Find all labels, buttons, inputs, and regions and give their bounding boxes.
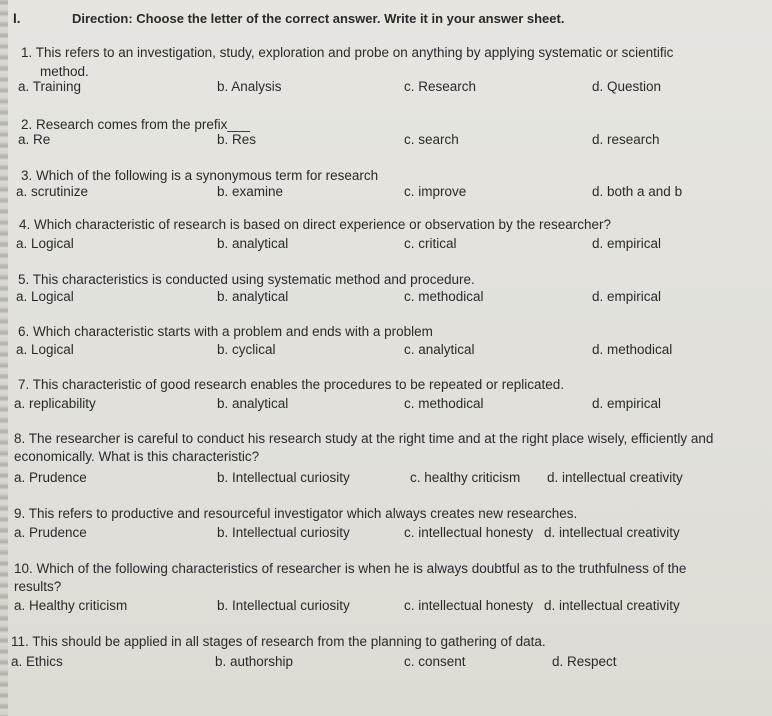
question-5-choice-b: b. analytical — [217, 289, 289, 304]
question-1-choice-c: c. Research — [404, 79, 477, 94]
question-6-choice-c: c. analytical — [404, 342, 475, 357]
question-9-choice-b: b. Intellectual curiosity — [217, 525, 350, 540]
question-3-choice-b: b. examine — [217, 184, 284, 199]
question-3-choice-a: a. scrutinize — [16, 184, 89, 199]
binding-edge — [0, 0, 8, 716]
question-2-choice-d: d. research — [592, 132, 660, 147]
question-9-choice-d: d. intellectual creativity — [544, 525, 680, 540]
question-1-choice-b: b. Analysis — [217, 79, 282, 94]
question-10-text: 10. Which of the following characteristics of researcher is when he is always doubtful as to the truthfulness of the — [14, 561, 687, 576]
question-8-choice-d: d. intellectual creativity — [547, 470, 683, 485]
question-2-choice-b: b. Res — [217, 132, 257, 147]
question-8-choice-c: c. healthy criticism — [410, 470, 521, 485]
question-11-choice-b: b. authorship — [215, 654, 294, 669]
question-4-choice-d: d. empirical — [592, 236, 662, 251]
question-7-text: 7. This characteristic of good research enables the procedures to be repeated or replicated. — [18, 377, 565, 392]
question-11-choice-a: a. Ethics — [11, 654, 63, 669]
question-9-choice-c: c. intellectual honesty — [404, 525, 534, 540]
question-1-choice-a: a. Training — [18, 79, 82, 94]
question-6-choice-a: a. Logical — [16, 342, 74, 357]
question-7-choice-c: c. methodical — [404, 396, 484, 411]
question-6-text: 6. Which characteristic starts with a problem and ends with a problem — [18, 324, 433, 339]
question-7-choice-a: a. replicability — [14, 396, 96, 411]
question-1-line-2: method. — [40, 64, 89, 79]
question-8-choice-b: b. Intellectual curiosity — [217, 470, 350, 485]
question-10-choice-d: d. intellectual creativity — [544, 598, 680, 613]
question-2-choice-c: c. search — [404, 132, 459, 147]
question-11-choice-c: c. consent — [404, 654, 466, 669]
question-3-choice-d: d. both a and b — [592, 184, 683, 199]
question-1-choice-d: d. Question — [592, 79, 662, 94]
section-number: I. — [13, 11, 21, 26]
question-4-choice-b: b. analytical — [217, 236, 289, 251]
question-9-choice-a: a. Prudence — [14, 525, 87, 540]
question-10-choice-c: c. intellectual honesty — [404, 598, 534, 613]
question-7-choice-d: d. empirical — [592, 396, 662, 411]
question-10-choice-b: b. Intellectual curiosity — [217, 598, 350, 613]
question-4-text: 4. Which characteristic of research is based on direct experience or observation by the researcher? — [19, 217, 612, 232]
question-5-choice-c: c. methodical — [404, 289, 484, 304]
question-2-text: 2. Research comes from the prefix___ — [21, 117, 250, 132]
question-5-text: 5. This characteristics is conducted using systematic method and procedure. — [18, 272, 475, 287]
question-2-choice-a: a. Re — [18, 132, 51, 147]
question-6-choice-b: b. cyclical — [217, 342, 276, 357]
question-6-choice-d: d. methodical — [592, 342, 673, 357]
question-10-choice-a: a. Healthy criticism — [14, 598, 128, 613]
question-4-choice-a: a. Logical — [16, 236, 74, 251]
question-11-choice-d: d. Respect — [552, 654, 617, 669]
question-8-choice-a: a. Prudence — [14, 470, 87, 485]
question-7-choice-b: b. analytical — [217, 396, 289, 411]
direction-text: Direction: Choose the letter of the correct answer. Write it in your answer sheet. — [72, 11, 565, 26]
question-5-choice-d: d. empirical — [592, 289, 662, 304]
question-9-text: 9. This refers to productive and resourceful investigator which always creates new researches. — [14, 506, 578, 521]
question-1-text: 1. This refers to an investigation, study, exploration and probe on anything by applying systematic or scientific — [21, 45, 674, 60]
question-8-text: 8. The researcher is careful to conduct his research study at the right time and at the right place wisely, efficiently and — [14, 431, 714, 446]
question-3-text: 3. Which of the following is a synonymous term for research — [21, 168, 379, 183]
question-10-line-2: results? — [14, 579, 62, 594]
question-3-choice-c: c. improve — [404, 184, 467, 199]
question-8-line-2: economically. What is this characteristic? — [14, 449, 260, 464]
question-5-choice-a: a. Logical — [16, 289, 74, 304]
question-4-choice-c: c. critical — [404, 236, 457, 251]
question-11-text: 11. This should be applied in all stages of research from the planning to gathering of data. — [11, 634, 546, 649]
